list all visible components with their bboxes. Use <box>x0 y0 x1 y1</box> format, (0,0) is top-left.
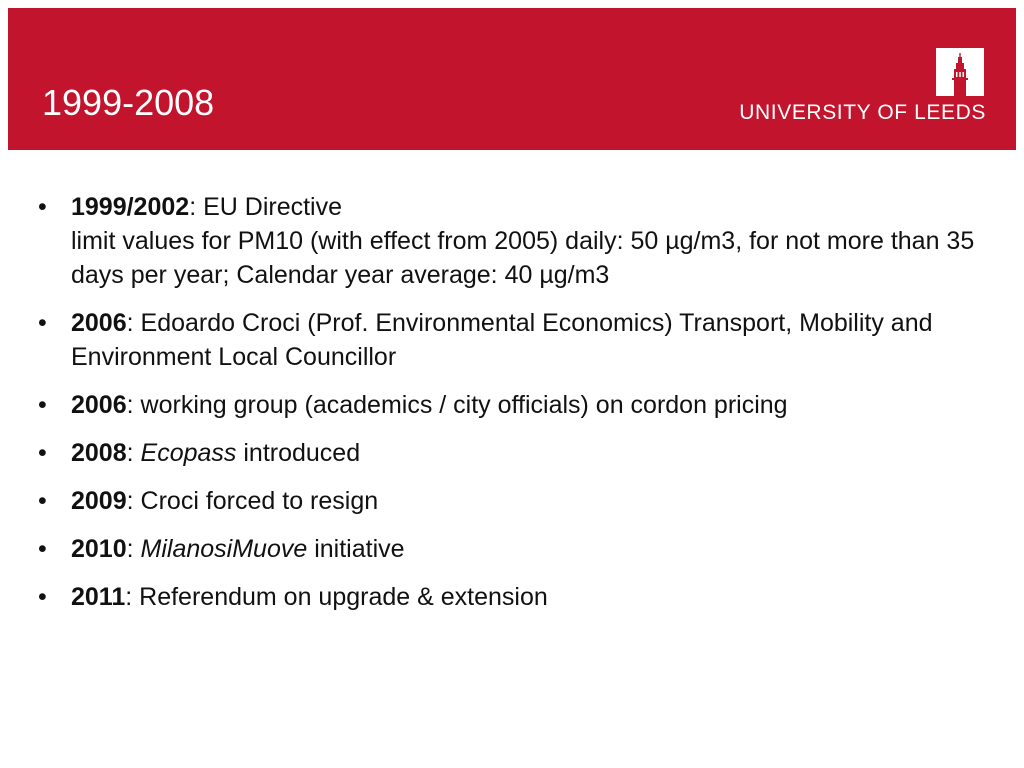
bullet-separator: : <box>126 535 141 563</box>
slide-title: 1999-2008 <box>42 82 215 123</box>
bullet-separator: : <box>125 583 140 611</box>
bullet-separator: : <box>126 487 141 515</box>
bullet-item <box>38 388 978 422</box>
bullet-emphasis: Ecopass <box>140 439 237 467</box>
university-tower-icon <box>936 48 984 96</box>
bullet-text: introduced <box>236 439 361 467</box>
bullet-year: 2010 <box>71 535 127 563</box>
bullet-marker: • <box>38 583 47 611</box>
bullet-text: EU Directive <box>203 193 343 221</box>
bullet-item <box>38 484 978 518</box>
bullet-item <box>38 306 978 374</box>
bullet-text: Croci forced to resign <box>140 487 379 515</box>
bullet-text: Edoardo Croci (Prof. Environmental Economics) Transport, Mobility and Environment Local Councillor <box>71 309 933 371</box>
university-logo-text: UNIVERSITY OF LEEDS <box>739 101 986 124</box>
bullet-year: 2011 <box>71 583 126 611</box>
bullet-separator: : <box>189 193 204 221</box>
bullet-emphasis: MilanosiMuove <box>140 535 308 563</box>
header-banner <box>8 8 1016 150</box>
bullet-year: 1999/2002 <box>71 193 190 221</box>
bullet-separator: : <box>126 309 141 337</box>
bullet-separator: : <box>126 439 141 467</box>
bullet-item <box>38 436 978 470</box>
bullet-text: initiative <box>307 535 405 563</box>
bullet-item <box>38 190 978 292</box>
bullet-text-continued: limit values for PM10 (with effect from 2005) daily: 50 µg/m3, for not more than 35 days per year; Calendar year average: 40 µg/m3 <box>71 227 975 289</box>
bullet-marker: • <box>38 535 47 563</box>
bullet-item <box>38 580 978 614</box>
bullet-year: 2009 <box>71 487 127 515</box>
bullet-text: Referendum on upgrade & extension <box>139 583 548 611</box>
bullet-marker: • <box>38 487 47 515</box>
bullet-text: working group (academics / city officials) on cordon pricing <box>140 391 788 419</box>
bullet-marker: • <box>38 391 47 419</box>
bullet-year: 2008 <box>71 439 127 467</box>
bullet-marker: • <box>38 439 47 467</box>
bullet-list <box>38 190 978 628</box>
bullet-year: 2006 <box>71 391 127 419</box>
bullet-marker: • <box>38 193 47 221</box>
bullet-year: 2006 <box>71 309 127 337</box>
bullet-separator: : <box>126 391 141 419</box>
bullet-marker: • <box>38 309 47 337</box>
bullet-item <box>38 532 978 566</box>
